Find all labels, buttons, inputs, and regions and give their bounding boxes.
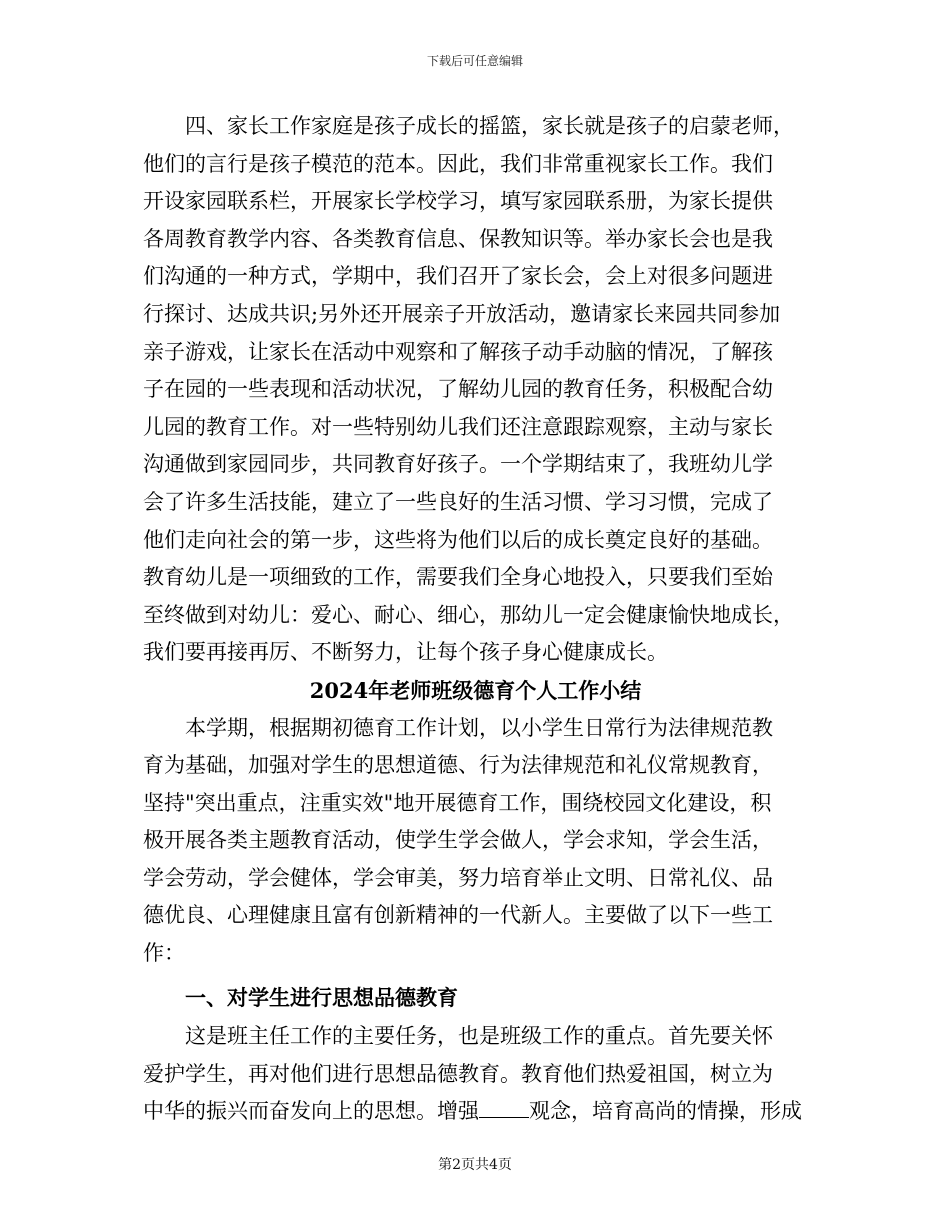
paragraph-line: 德优良、心理健康且富有创新精神的一代新人。主要做了以下一些工 [143,903,773,928]
paragraph-line: 这是班主任工作的主要任务，也是班级工作的重点。首先要关怀 [185,1024,773,1049]
section-four-paragraph [143,108,808,672]
paragraph-line: 各周教育教学内容、各类教育信息、保教知识等。举办家长会也是我 [143,226,773,251]
paragraph-line: 作： [143,941,185,966]
paragraph-line: 们沟通的一种方式，学期中，我们召开了家长会，会上对很多问题进 [143,264,773,289]
paragraph-line: 坚持"突出重点，注重实效"地开展德育工作，围绕校园文化建设，积 [143,790,772,815]
paragraph-line: 他们走向社会的第一步，这些将为他们以后的成长奠定良好的基础。 [143,527,773,552]
page-footer: 第2页共4页 [438,1157,512,1173]
fill-in-blank [479,1095,529,1118]
intro-paragraph [143,710,808,973]
page-header-note: 下载后可任意编辑 [426,54,523,68]
paragraph-line: 学会劳动，学会健体，学会审美，努力培育举止文明、日常礼仪、品 [143,865,773,890]
paragraph-line: 行探讨、达成共识;另外还开展亲子开放活动，邀请家长来园共同参加 [143,301,781,326]
paragraph-line: 育为基础，加强对学生的思想道德、行为法律规范和礼仪常规教育， [143,753,773,778]
paragraph-line-with-blank [143,1093,808,1131]
paragraph-line: 会了许多生活技能，建立了一些良好的生活习惯、学习习惯，完成了 [143,489,773,514]
paragraph-line: 子在园的一些表现和活动状况，了解幼儿园的教育任务，积极配合幼 [143,377,773,402]
document-body [143,108,808,1131]
paragraph-line: 四、家长工作家庭是孩子成长的摇篮，家长就是孩子的启蒙老师， [185,114,794,138]
paragraph-line: 本学期，根据期初德育工作计划，以小学生日常行为法律规范教 [185,715,773,740]
paragraph-line: 爱护学生，再对他们进行思想品德教育。教育他们热爱祖国，树立为 [143,1061,773,1086]
body-paragraph [143,1018,808,1131]
paragraph-line: 他们的言行是孩子模范的范本。因此，我们非常重视家长工作。我们 [143,151,773,176]
paragraph-line: 沟通做到家园同步，共同教育好孩子。一个学期结束了，我班幼儿学 [143,452,773,477]
line-text-after-blank: 观念，培育高尚的情操，形成 [529,1099,802,1124]
paragraph-line: 我们要再接再厉、不断努力，让每个孩子身心健康成长。 [143,640,668,665]
article-title: 2024年老师班级德育个人工作小结 [309,677,642,703]
paragraph-line: 教育幼儿是一项细致的工作，需要我们全身心地投入，只要我们至始 [143,565,773,590]
paragraph-line: 极开展各类主题教育活动，使学生学会做人，学会求知，学会生活， [143,828,773,853]
section-subheading: 一、对学生进行思想品德教育 [185,984,458,1010]
paragraph-line: 至终做到对幼儿：爱心、耐心、细心，那幼儿一定会健康愉快地成长， [143,602,794,627]
paragraph-line: 儿园的教育工作。对一些特别幼儿我们还注意跟踪观察，主动与家长 [143,414,773,439]
paragraph-line: 亲子游戏，让家长在活动中观察和了解孩子动手动脑的情况，了解孩 [143,339,773,364]
line-text-before-blank: 中华的振兴而奋发向上的思想。增强 [143,1099,479,1124]
paragraph-line: 开设家园联系栏，开展家长学校学习，填写家园联系册，为家长提供 [143,189,773,214]
